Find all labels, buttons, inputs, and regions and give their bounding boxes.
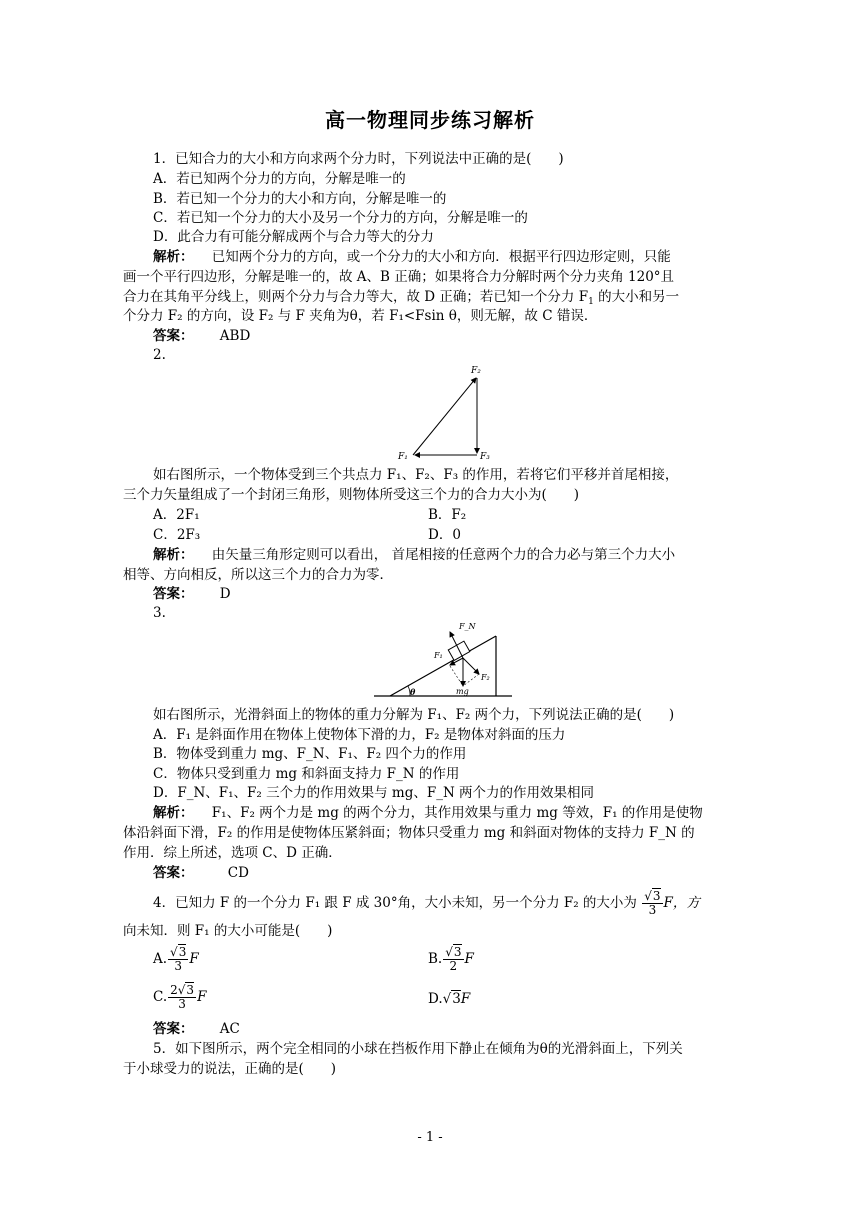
- q3-analysis-line-2: 体沿斜面下滑，F₂ 的作用是使物体压紧斜面；物体只受重力 mg 和斜面对物体的支持力 F_N 的: [123, 825, 695, 841]
- q3-label-fn: F_N: [459, 622, 476, 631]
- q2-answer-line: [153, 585, 231, 603]
- q1-analysis-label: 解析：: [153, 249, 194, 265]
- q4-option-b: B. $\frac{√3}{2}$ F: [428, 945, 474, 973]
- q4-stem-text-1a: 4．已知力 F 的一个分力 F₁ 跟 F 成 30°角，大小未知，另一个分力 F₂ 的大小为: [153, 895, 637, 911]
- q2-label-f2: F₂: [471, 366, 481, 376]
- q3-label-mg: mg: [456, 687, 469, 696]
- incline-surface: [390, 636, 496, 696]
- page-title: 高一物理同步练习解析: [325, 108, 535, 132]
- q1-option-c: C．若已知一个分力的大小及另一个分力的方向，分解是唯一的: [153, 210, 528, 226]
- page-number: - 1 -: [417, 1130, 443, 1145]
- q2-analysis-label: 解析：: [153, 547, 194, 563]
- q2-option-c: C．2F₃: [153, 527, 201, 543]
- q3-analysis-text-1: F₁、F₂ 两个力是 mg 的两个分力，其作用效果与重力 mg 等效，F₁ 的作用是使物: [211, 805, 703, 821]
- q2-analysis-line-2: 相等、方向相反，所以这三个力的合力为零．: [123, 567, 393, 583]
- dashed-guide-2: [463, 674, 479, 686]
- q4-fraction-sqrt3-over-3: $\frac{√3}{3}$: [644, 889, 661, 917]
- q1-analysis-line-3: 合力在其角平分线上，则两个分力与合力等大，故 D 正确；若已知一个分力 $F_1$ 的大小和另一: [123, 289, 680, 307]
- q2-stem-line-2: 三个力矢量组成了一个封闭三角形，则物体所受这三个力的合力大小为( ): [123, 487, 580, 503]
- q4-option-a-label: A.: [153, 951, 168, 967]
- q5-stem-line-1: 5．如下图所示，两个完全相同的小球在挡板作用下静止在倾角为θ的光滑斜面上，下列关: [153, 1041, 683, 1057]
- q3-label-f2: F₂: [481, 673, 490, 682]
- q4-stem-line-1: [153, 890, 700, 917]
- q2-stem-line-1: 如右图所示，一个物体受到三个共点力 F₁、F₂、F₃ 的作用，若将它们平移并首尾相接，: [153, 467, 679, 483]
- q4-answer: AC: [219, 1021, 240, 1037]
- q4-option-a: A. $\frac{√3}{3}$ F: [153, 945, 199, 973]
- q3-answer-line: [153, 864, 249, 882]
- q2-option-a: A．2F₁: [153, 507, 200, 523]
- q1-stem: 1．已知合力的大小和方向求两个分力时，下列说法中正确的是( ): [153, 151, 564, 167]
- q1-option-b: B．若已知一个分力的大小和方向，分解是唯一的: [153, 191, 447, 207]
- q2-analysis-text-1: 由矢量三角形定则可以看出， 首尾相接的任意两个力的合力必与第三个力大小: [211, 547, 676, 563]
- q4-option-d: D.√3F: [428, 991, 471, 1007]
- q1-answer-line: [153, 327, 250, 345]
- q4-option-b-label: B.: [428, 951, 443, 967]
- q3-inclined-plane-figure: [370, 616, 515, 702]
- q3-answer: CD: [227, 865, 249, 881]
- q2-answer: D: [219, 586, 231, 602]
- q3-option-c: C．物体只受到重力 mg 和斜面支持力 F_N 的作用: [153, 766, 460, 782]
- q1-analysis-text-3b: 的大小和另一: [598, 289, 680, 305]
- q3-stem: 如右图所示，光滑斜面上的物体的重力分解为 F₁、F₂ 两个力，下列说法正确的是( ): [153, 707, 675, 723]
- q2-force-triangle-figure: [395, 360, 505, 465]
- q2-answer-label: 答案：: [153, 586, 194, 602]
- dashed-guide-1: [450, 666, 463, 686]
- q1-answer: ABD: [219, 328, 251, 344]
- q1-analysis-text-1: 已知两个分力的方向，或一个分力的大小和方向．根据平行四边形定则，只能: [211, 249, 671, 265]
- q3-number: 3.: [153, 605, 166, 621]
- q3-answer-label: 答案：: [153, 865, 194, 881]
- q3-label-theta: θ: [410, 687, 416, 697]
- q3-analysis-line-1: [153, 804, 703, 822]
- q1-analysis-line-1: [153, 248, 671, 266]
- q4-option-c-fraction: $\frac{2√3}{3}$: [170, 983, 195, 1011]
- q4-answer-label: 答案：: [153, 1021, 194, 1037]
- q5-stem-line-2: 于小球受力的说法，正确的是( ): [123, 1061, 337, 1077]
- q3-option-d: D．F_N、F₁、F₂ 三个力的作用效果与 mg、F_N 两个力的作用效果相同: [153, 785, 595, 801]
- q4-answer-line: [153, 1020, 240, 1038]
- q4-option-c: C. $\frac{2√3}{3}$ F: [153, 983, 207, 1011]
- q1-analysis-line-2: 画一个平行四边形，分解是唯一的，故 A、B 正确；如果将合力分解时两个分力夹角 120°且: [123, 269, 675, 285]
- q4-stem-text-1b: F，方: [663, 895, 700, 911]
- q2-label-f3: F₃: [480, 452, 490, 462]
- q3-label-f1: F₁: [434, 651, 443, 660]
- q3-option-b: B．物体受到重力 mg、F_N、F₁、F₂ 四个力的作用: [153, 746, 467, 762]
- q2-label-f1: F₁: [398, 452, 408, 462]
- q1-answer-label: 答案：: [153, 328, 194, 344]
- q1-analysis-line-4: 个分力 F₂ 的方向，设 F₂ 与 F 夹角为θ，若 F₁<Fsin θ，则无解，故 C 错误．: [123, 308, 598, 324]
- q4-option-c-label: C.: [153, 989, 168, 1005]
- q1-analysis-text-3a: 合力在其角平分线上，则两个分力与合力等大，故 D 正确；若已知一个分力 F: [123, 289, 589, 305]
- q4-stem-line-2: 向未知．则 F₁ 的大小可能是( ): [123, 923, 333, 939]
- q2-option-b: B．F₂: [428, 507, 467, 523]
- q3-analysis-line-3: 作用．综上所述，选项 C、D 正确．: [123, 845, 342, 861]
- q2-analysis-line-1: [153, 546, 675, 564]
- q3-option-a: A．F₁ 是斜面作用在物体上使物体下滑的力，F₂ 是物体对斜面的压力: [153, 727, 566, 743]
- q2-option-d: D．0: [428, 527, 461, 543]
- q3-analysis-label: 解析：: [153, 805, 194, 821]
- f1-vector: [413, 378, 476, 455]
- q4-option-a-fraction: $\frac{√3}{3}$: [170, 945, 187, 973]
- q1-option-d: D．此合力有可能分解成两个与合力等大的分力: [153, 229, 434, 245]
- q4-option-d-label: D.: [428, 991, 443, 1007]
- q2-number: 2.: [153, 347, 166, 363]
- q4-option-b-fraction: $\frac{√3}{2}$: [445, 945, 462, 973]
- q1-option-a: A．若已知两个分力的方向，分解是唯一的: [153, 171, 406, 187]
- f2-component-vector: [463, 658, 479, 674]
